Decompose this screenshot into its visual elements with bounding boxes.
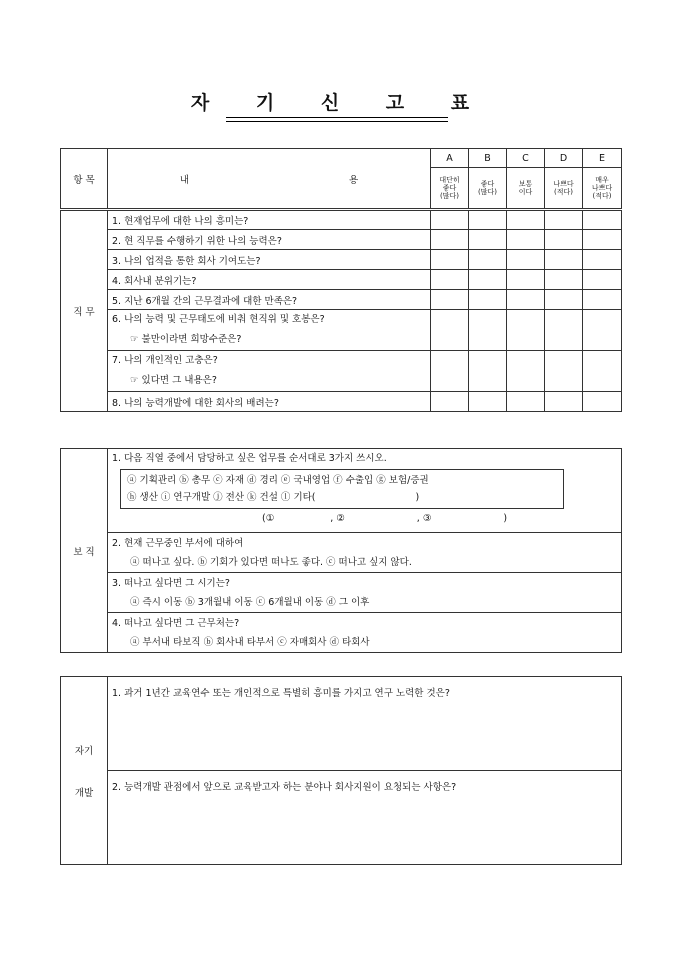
grade-a: A [431,149,469,168]
answer-cell[interactable] [431,250,469,270]
answer-cell[interactable] [583,290,622,310]
self-development-table [60,676,622,865]
position-q3: 3. 떠나고 싶다면 그 시기는? ⓐ 즉시 이동 ⓑ 3개월내 이동 ⓒ 6개월내 이동 ⓓ 그 이후 [108,573,622,613]
grade-e: E [583,149,622,168]
page-title: 자 기 신 고 표 [190,92,490,114]
answer-cell[interactable] [545,351,583,392]
question-2: 2. 현 직무를 수행하기 위한 나의 능력은? [108,230,431,250]
position-q1: 1. 다음 직열 중에서 담당하고 싶은 업무를 순서대로 3가지 쓰시오. ⓐ 기획관리 ⓑ 총무 ⓒ 자재 ⓓ 경리 ⓔ 국내영업 ⓕ 수출입 ⓖ 보험/증권 ⓗ 생산 ⓘ 연구개발 ⓙ 전산 ⓚ 건설 ⓛ 기타( ) (① , ② , ③ ) [108,449,622,533]
answer-cell[interactable] [469,351,507,392]
answer-cell[interactable] [545,250,583,270]
answer-cell[interactable] [545,290,583,310]
answer-cell[interactable] [583,310,622,351]
grade-e-label: 매우 나쁘다 (적다) [583,168,622,210]
category-self-development: 자기 개발 [61,677,108,865]
header-content: 내 용 [108,149,431,210]
question-4: 4. 회사내 분위기는? [108,270,431,290]
selfdev-q1[interactable]: 1. 과거 1년간 교육연수 또는 개인적으로 특별히 흥미를 가지고 연구 노력한 것은? [108,677,622,771]
answer-cell[interactable] [583,230,622,250]
title-underline-2 [226,121,448,122]
answer-cell[interactable] [469,270,507,290]
answer-cell[interactable] [545,270,583,290]
q2-options[interactable]: ⓐ 떠나고 싶다. ⓑ 기회가 있다면 떠나도 좋다. ⓒ 떠나고 싶지 않다. [130,556,412,568]
question-7: 7. 나의 개인적인 고충은? ☞ 있다면 그 내용은? [108,351,431,392]
answer-cell[interactable] [507,210,545,230]
question-6-sub: ☞ 불만이라면 희망수준은? [130,334,242,345]
grade-c-label: 보통 이다 [507,168,545,210]
answer-cell[interactable] [507,290,545,310]
answer-cell[interactable] [507,250,545,270]
answer-cell[interactable] [583,210,622,230]
answer-cell[interactable] [583,351,622,392]
answer-cell[interactable] [583,392,622,412]
q3-options[interactable]: ⓐ 즉시 이동 ⓑ 3개월내 이동 ⓒ 6개월내 이동 ⓓ 그 이후 [130,596,370,608]
answer-cell[interactable] [469,392,507,412]
answer-cell[interactable] [507,310,545,351]
question-3: 3. 나의 업적을 통한 회사 기여도는? [108,250,431,270]
position-preference-table [60,448,622,653]
selfdev-q2[interactable]: 2. 능력개발 관점에서 앞으로 교육받고자 하는 분야나 회사지원이 요청되는 사항은? [108,771,622,865]
grade-b-label: 좋다 (많다) [469,168,507,210]
answer-cell[interactable] [507,230,545,250]
answer-cell[interactable] [431,270,469,290]
answer-cell[interactable] [469,230,507,250]
grade-b: B [469,149,507,168]
question-5: 5. 지난 6개월 간의 근무결과에 대한 만족은? [108,290,431,310]
grade-d-label: 나쁘다 (적다) [545,168,583,210]
answer-cell[interactable] [469,210,507,230]
job-evaluation-table [60,148,622,412]
answer-cell[interactable] [431,230,469,250]
answer-cell[interactable] [507,351,545,392]
answer-cell[interactable] [583,270,622,290]
answer-cell[interactable] [431,392,469,412]
answer-cell[interactable] [469,290,507,310]
answer-cell[interactable] [545,230,583,250]
position-q4: 4. 떠나고 싶다면 그 근무처는? ⓐ 부서내 타보직 ⓑ 회사내 타부서 ⓒ 자매회사 ⓓ 타회사 [108,613,622,653]
answer-cell[interactable] [507,392,545,412]
q4-options[interactable]: ⓐ 부서내 타보직 ⓑ 회사내 타부서 ⓒ 자매회사 ⓓ 타회사 [130,636,370,648]
question-7-sub: ☞ 있다면 그 내용은? [130,375,217,386]
question-8: 8. 나의 능력개발에 대한 회사의 배려는? [108,392,431,412]
header-item: 항 목 [61,149,108,210]
order-fill-line[interactable]: (① , ② , ③ ) [262,513,508,524]
category-position: 보 직 [61,449,108,653]
answer-cell[interactable] [545,310,583,351]
answer-cell[interactable] [469,310,507,351]
question-6: 6. 나의 능력 및 근무태도에 비춰 현직위 및 호봉은? ☞ 불만이라면 희망수준은? [108,310,431,351]
answer-cell[interactable] [507,270,545,290]
category-job: 직 무 [61,210,108,412]
grade-c: C [507,149,545,168]
question-1: 1. 현재업무에 대한 나의 흥미는? [108,210,431,230]
title-underline [226,117,448,118]
answer-cell[interactable] [431,351,469,392]
answer-cell[interactable] [431,310,469,351]
grade-a-label: 대단히 좋다 (많다) [431,168,469,210]
answer-cell[interactable] [431,290,469,310]
answer-cell[interactable] [583,250,622,270]
answer-cell[interactable] [545,210,583,230]
answer-cell[interactable] [545,392,583,412]
answer-cell[interactable] [431,210,469,230]
answer-cell[interactable] [469,250,507,270]
grade-d: D [545,149,583,168]
position-q2: 2. 현재 근무중인 부서에 대하여 ⓐ 떠나고 싶다. ⓑ 기회가 있다면 떠나도 좋다. ⓒ 떠나고 싶지 않다. [108,533,622,573]
duty-options-box: ⓐ 기획관리 ⓑ 총무 ⓒ 자재 ⓓ 경리 ⓔ 국내영업 ⓕ 수출입 ⓖ 보험/증권 ⓗ 생산 ⓘ 연구개발 ⓙ 전산 ⓚ 건설 ⓛ 기타( ) [120,469,564,509]
